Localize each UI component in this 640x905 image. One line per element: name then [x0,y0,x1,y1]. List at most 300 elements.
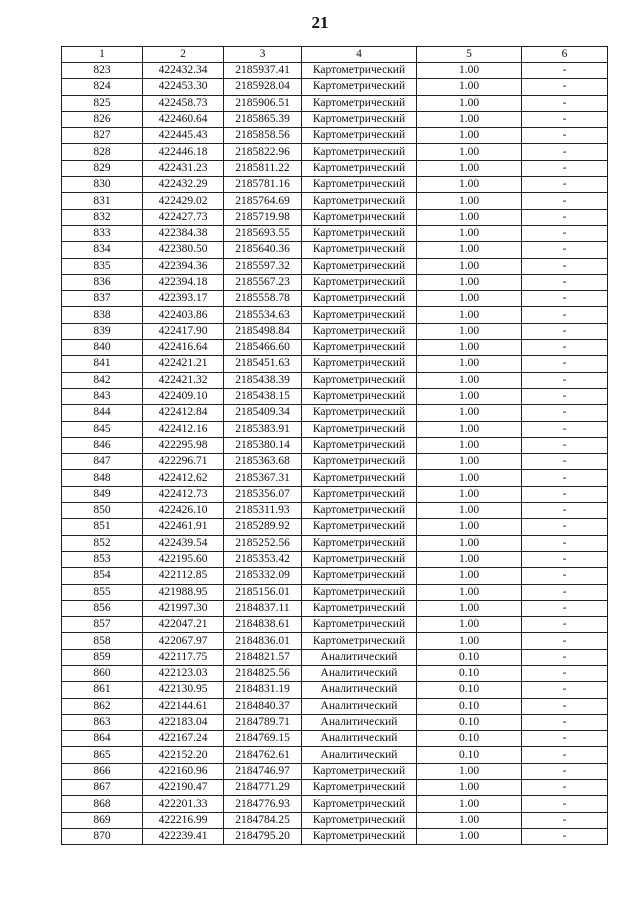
y-coordinate-cell: 2185567.23 [224,274,302,290]
point-number-cell: 867 [62,780,143,796]
note-cell: - [522,340,608,356]
x-coordinate-cell: 422190.47 [143,780,224,796]
note-cell: - [522,747,608,763]
y-coordinate-cell: 2184769.15 [224,731,302,747]
page-number: 21 [311,13,329,32]
method-cell: Картометрический [302,63,417,79]
y-coordinate-cell: 2184762.61 [224,747,302,763]
table-row [62,568,608,584]
x-coordinate-cell: 422446.18 [143,144,224,160]
note-cell: - [522,144,608,160]
note-cell: - [522,388,608,404]
point-number-cell: 828 [62,144,143,160]
table-row [62,79,608,95]
method-cell: Аналитический [302,731,417,747]
method-cell: Картометрический [302,111,417,127]
y-coordinate-cell: 2184821.57 [224,649,302,665]
coordinates-table [61,46,608,845]
accuracy-cell: 1.00 [417,633,522,649]
point-number-cell: 833 [62,225,143,241]
note-cell: - [522,274,608,290]
note-cell: - [522,519,608,535]
point-number-cell: 852 [62,535,143,551]
accuracy-cell: 1.00 [417,177,522,193]
accuracy-cell: 0.10 [417,649,522,665]
note-cell: - [522,177,608,193]
point-number-cell: 863 [62,714,143,730]
x-coordinate-cell: 422412.62 [143,470,224,486]
y-coordinate-cell: 2185498.84 [224,323,302,339]
x-coordinate-cell: 422394.36 [143,258,224,274]
y-coordinate-cell: 2185409.34 [224,405,302,421]
note-cell: - [522,780,608,796]
x-coordinate-cell: 422112.85 [143,568,224,584]
accuracy-cell: 1.00 [417,340,522,356]
point-number-cell: 838 [62,307,143,323]
note-cell: - [522,698,608,714]
x-coordinate-cell: 422239.41 [143,828,224,844]
table-row [62,128,608,144]
table-row [62,274,608,290]
x-coordinate-cell: 422296.71 [143,454,224,470]
table-row [62,323,608,339]
table-row [62,682,608,698]
x-coordinate-cell: 422201.33 [143,796,224,812]
point-number-cell: 864 [62,731,143,747]
accuracy-cell: 1.00 [417,160,522,176]
method-cell: Картометрический [302,486,417,502]
table-row [62,780,608,796]
point-number-cell: 862 [62,698,143,714]
point-number-cell: 837 [62,291,143,307]
accuracy-cell: 1.00 [417,617,522,633]
method-cell: Картометрический [302,584,417,600]
note-cell: - [522,812,608,828]
method-cell: Картометрический [302,535,417,551]
method-cell: Аналитический [302,649,417,665]
table-row [62,535,608,551]
point-number-cell: 826 [62,111,143,127]
table-header-row [62,47,608,63]
x-coordinate-cell: 422432.34 [143,63,224,79]
y-coordinate-cell: 2185719.98 [224,209,302,225]
method-cell: Картометрический [302,128,417,144]
x-coordinate-cell: 422431.23 [143,160,224,176]
method-cell: Картометрический [302,519,417,535]
table-row [62,372,608,388]
accuracy-cell: 1.00 [417,274,522,290]
y-coordinate-cell: 2185353.42 [224,551,302,567]
note-cell: - [522,437,608,453]
method-cell: Картометрический [302,323,417,339]
method-cell: Картометрический [302,258,417,274]
y-coordinate-cell: 2184831.19 [224,682,302,698]
table-row [62,812,608,828]
table-row [62,242,608,258]
point-number-cell: 856 [62,600,143,616]
note-cell: - [522,405,608,421]
method-cell: Картометрический [302,551,417,567]
x-coordinate-cell: 422393.17 [143,291,224,307]
y-coordinate-cell: 2185534.63 [224,307,302,323]
x-coordinate-cell: 422130.95 [143,682,224,698]
point-number-cell: 836 [62,274,143,290]
accuracy-cell: 1.00 [417,225,522,241]
table-row [62,63,608,79]
x-coordinate-cell: 422195.60 [143,551,224,567]
note-cell: - [522,731,608,747]
point-number-cell: 839 [62,323,143,339]
x-coordinate-cell: 422117.75 [143,649,224,665]
x-coordinate-cell: 422409.10 [143,388,224,404]
method-cell: Картометрический [302,812,417,828]
table-row [62,388,608,404]
point-number-cell: 870 [62,828,143,844]
note-cell: - [522,356,608,372]
point-number-cell: 859 [62,649,143,665]
x-coordinate-cell: 422403.86 [143,307,224,323]
accuracy-cell: 1.00 [417,551,522,567]
y-coordinate-cell: 2184825.56 [224,665,302,681]
method-cell: Аналитический [302,714,417,730]
method-cell: Картометрический [302,242,417,258]
method-cell: Картометрический [302,356,417,372]
x-coordinate-cell: 422432.29 [143,177,224,193]
note-cell: - [522,323,608,339]
method-cell: Картометрический [302,617,417,633]
method-cell: Картометрический [302,828,417,844]
note-cell: - [522,63,608,79]
note-cell: - [522,307,608,323]
method-cell: Аналитический [302,665,417,681]
accuracy-cell: 1.00 [417,780,522,796]
table-row [62,193,608,209]
x-coordinate-cell: 422445.43 [143,128,224,144]
method-cell: Картометрический [302,144,417,160]
method-cell: Картометрический [302,209,417,225]
y-coordinate-cell: 2185451.63 [224,356,302,372]
point-number-cell: 868 [62,796,143,812]
method-cell: Картометрический [302,193,417,209]
accuracy-cell: 1.00 [417,144,522,160]
point-number-cell: 827 [62,128,143,144]
point-number-cell: 849 [62,486,143,502]
table-row [62,519,608,535]
method-cell: Картометрический [302,405,417,421]
column-header: 1 [62,47,143,63]
x-coordinate-cell: 422461.91 [143,519,224,535]
table-row [62,731,608,747]
x-coordinate-cell: 422421.32 [143,372,224,388]
accuracy-cell: 1.00 [417,356,522,372]
x-coordinate-cell: 422167.24 [143,731,224,747]
note-cell: - [522,633,608,649]
accuracy-cell: 1.00 [417,568,522,584]
table-row [62,454,608,470]
point-number-cell: 857 [62,617,143,633]
accuracy-cell: 1.00 [417,454,522,470]
accuracy-cell: 0.10 [417,665,522,681]
table-row [62,405,608,421]
y-coordinate-cell: 2185597.32 [224,258,302,274]
table-row [62,177,608,193]
note-cell: - [522,763,608,779]
note-cell: - [522,503,608,519]
y-coordinate-cell: 2185311.93 [224,503,302,519]
note-cell: - [522,600,608,616]
table-row [62,225,608,241]
y-coordinate-cell: 2185438.39 [224,372,302,388]
y-coordinate-cell: 2184837.11 [224,600,302,616]
table-row [62,698,608,714]
x-coordinate-cell: 421997.30 [143,600,224,616]
y-coordinate-cell: 2184795.20 [224,828,302,844]
point-number-cell: 847 [62,454,143,470]
accuracy-cell: 0.10 [417,714,522,730]
table-row [62,714,608,730]
table-row [62,437,608,453]
point-number-cell: 834 [62,242,143,258]
note-cell: - [522,454,608,470]
y-coordinate-cell: 2185693.55 [224,225,302,241]
point-number-cell: 825 [62,95,143,111]
y-coordinate-cell: 2185363.68 [224,454,302,470]
accuracy-cell: 0.10 [417,682,522,698]
method-cell: Картометрический [302,274,417,290]
table-row [62,503,608,519]
accuracy-cell: 1.00 [417,388,522,404]
accuracy-cell: 1.00 [417,421,522,437]
y-coordinate-cell: 2184776.93 [224,796,302,812]
method-cell: Картометрический [302,780,417,796]
accuracy-cell: 1.00 [417,812,522,828]
accuracy-cell: 1.00 [417,796,522,812]
y-coordinate-cell: 2185937.41 [224,63,302,79]
note-cell: - [522,193,608,209]
point-number-cell: 851 [62,519,143,535]
note-cell: - [522,258,608,274]
method-cell: Картометрический [302,340,417,356]
point-number-cell: 831 [62,193,143,209]
method-cell: Картометрический [302,225,417,241]
accuracy-cell: 0.10 [417,698,522,714]
point-number-cell: 854 [62,568,143,584]
column-header: 4 [302,47,417,63]
accuracy-cell: 1.00 [417,291,522,307]
accuracy-cell: 1.00 [417,503,522,519]
x-coordinate-cell: 422394.18 [143,274,224,290]
y-coordinate-cell: 2185558.78 [224,291,302,307]
accuracy-cell: 1.00 [417,437,522,453]
y-coordinate-cell: 2184746.97 [224,763,302,779]
table-row [62,356,608,372]
point-number-cell: 861 [62,682,143,698]
note-cell: - [522,421,608,437]
table-row [62,470,608,486]
table-row [62,551,608,567]
point-number-cell: 829 [62,160,143,176]
table-row [62,111,608,127]
method-cell: Аналитический [302,747,417,763]
x-coordinate-cell: 421988.95 [143,584,224,600]
column-header: 3 [224,47,302,63]
y-coordinate-cell: 2185356.07 [224,486,302,502]
table-row [62,584,608,600]
note-cell: - [522,486,608,502]
x-coordinate-cell: 422380.50 [143,242,224,258]
point-number-cell: 865 [62,747,143,763]
method-cell: Картометрический [302,633,417,649]
point-number-cell: 855 [62,584,143,600]
x-coordinate-cell: 422429.02 [143,193,224,209]
x-coordinate-cell: 422152.20 [143,747,224,763]
method-cell: Картометрический [302,95,417,111]
point-number-cell: 845 [62,421,143,437]
accuracy-cell: 1.00 [417,470,522,486]
x-coordinate-cell: 422416.64 [143,340,224,356]
y-coordinate-cell: 2185822.96 [224,144,302,160]
method-cell: Картометрический [302,454,417,470]
note-cell: - [522,128,608,144]
x-coordinate-cell: 422047.21 [143,617,224,633]
note-cell: - [522,714,608,730]
note-cell: - [522,617,608,633]
accuracy-cell: 1.00 [417,111,522,127]
y-coordinate-cell: 2185858.56 [224,128,302,144]
point-number-cell: 842 [62,372,143,388]
method-cell: Картометрический [302,503,417,519]
y-coordinate-cell: 2185865.39 [224,111,302,127]
table-row [62,160,608,176]
accuracy-cell: 1.00 [417,209,522,225]
x-coordinate-cell: 422417.90 [143,323,224,339]
point-number-cell: 846 [62,437,143,453]
x-coordinate-cell: 422295.98 [143,437,224,453]
note-cell: - [522,291,608,307]
note-cell: - [522,535,608,551]
x-coordinate-cell: 422123.03 [143,665,224,681]
y-coordinate-cell: 2185438.15 [224,388,302,404]
y-coordinate-cell: 2184784.25 [224,812,302,828]
y-coordinate-cell: 2185811.22 [224,160,302,176]
accuracy-cell: 1.00 [417,600,522,616]
accuracy-cell: 1.00 [417,323,522,339]
table-row [62,796,608,812]
x-coordinate-cell: 422183.04 [143,714,224,730]
note-cell: - [522,649,608,665]
table-row [62,144,608,160]
point-number-cell: 860 [62,665,143,681]
column-header: 5 [417,47,522,63]
method-cell: Аналитический [302,698,417,714]
note-cell: - [522,568,608,584]
x-coordinate-cell: 422426.10 [143,503,224,519]
table-row [62,617,608,633]
accuracy-cell: 1.00 [417,372,522,388]
accuracy-cell: 1.00 [417,519,522,535]
note-cell: - [522,796,608,812]
note-cell: - [522,470,608,486]
accuracy-cell: 1.00 [417,242,522,258]
accuracy-cell: 1.00 [417,307,522,323]
note-cell: - [522,584,608,600]
accuracy-cell: 1.00 [417,95,522,111]
note-cell: - [522,682,608,698]
y-coordinate-cell: 2184838.61 [224,617,302,633]
y-coordinate-cell: 2185380.14 [224,437,302,453]
note-cell: - [522,551,608,567]
y-coordinate-cell: 2184789.71 [224,714,302,730]
table-body [62,63,608,845]
accuracy-cell: 1.00 [417,405,522,421]
note-cell: - [522,209,608,225]
accuracy-cell: 1.00 [417,486,522,502]
y-coordinate-cell: 2185289.92 [224,519,302,535]
note-cell: - [522,242,608,258]
table-row [62,747,608,763]
method-cell: Картометрический [302,79,417,95]
y-coordinate-cell: 2185928.04 [224,79,302,95]
note-cell: - [522,828,608,844]
table-row [62,307,608,323]
accuracy-cell: 1.00 [417,584,522,600]
method-cell: Картометрический [302,763,417,779]
y-coordinate-cell: 2184840.37 [224,698,302,714]
table-row [62,209,608,225]
x-coordinate-cell: 422453.30 [143,79,224,95]
method-cell: Картометрический [302,600,417,616]
column-header: 2 [143,47,224,63]
table-row [62,649,608,665]
method-cell: Аналитический [302,682,417,698]
method-cell: Картометрический [302,160,417,176]
note-cell: - [522,160,608,176]
method-cell: Картометрический [302,470,417,486]
y-coordinate-cell: 2185764.69 [224,193,302,209]
accuracy-cell: 1.00 [417,63,522,79]
note-cell: - [522,665,608,681]
y-coordinate-cell: 2185906.51 [224,95,302,111]
point-number-cell: 824 [62,79,143,95]
x-coordinate-cell: 422412.84 [143,405,224,421]
method-cell: Картометрический [302,796,417,812]
point-number-cell: 843 [62,388,143,404]
table-row [62,421,608,437]
accuracy-cell: 1.00 [417,828,522,844]
accuracy-cell: 1.00 [417,79,522,95]
method-cell: Картометрический [302,291,417,307]
y-coordinate-cell: 2185252.56 [224,535,302,551]
accuracy-cell: 1.00 [417,193,522,209]
x-coordinate-cell: 422412.16 [143,421,224,437]
table-row [62,828,608,844]
point-number-cell: 841 [62,356,143,372]
note-cell: - [522,95,608,111]
method-cell: Картометрический [302,421,417,437]
point-number-cell: 832 [62,209,143,225]
point-number-cell: 835 [62,258,143,274]
point-number-cell: 830 [62,177,143,193]
y-coordinate-cell: 2184771.29 [224,780,302,796]
x-coordinate-cell: 422460.64 [143,111,224,127]
accuracy-cell: 1.00 [417,763,522,779]
accuracy-cell: 1.00 [417,128,522,144]
x-coordinate-cell: 422144.61 [143,698,224,714]
y-coordinate-cell: 2185466.60 [224,340,302,356]
table-row [62,763,608,779]
y-coordinate-cell: 2185781.16 [224,177,302,193]
point-number-cell: 823 [62,63,143,79]
